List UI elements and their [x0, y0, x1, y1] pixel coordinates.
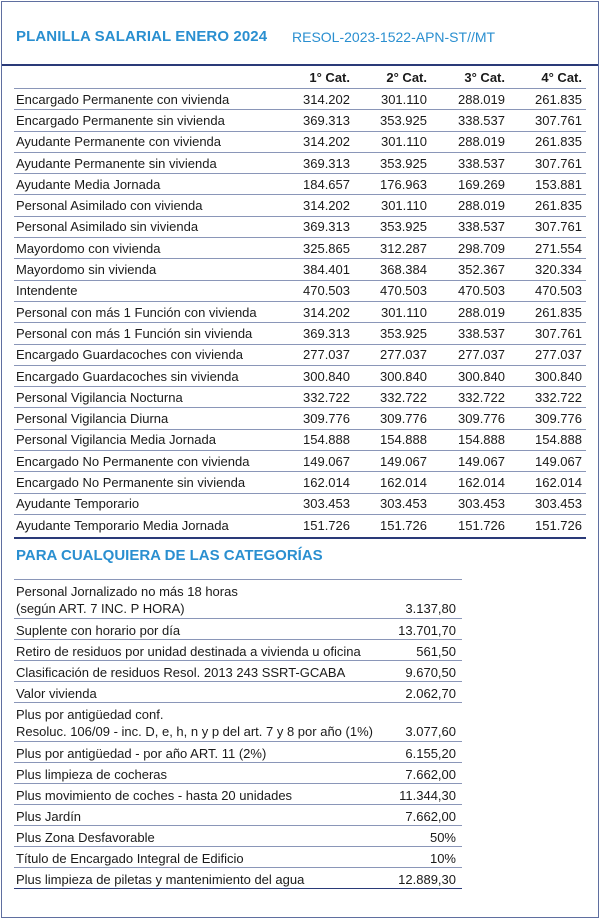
salary-cell: 303.453: [284, 493, 354, 514]
salary-cell: 307.761: [509, 216, 586, 237]
salary-cell: 288.019: [431, 301, 509, 322]
table-row: [14, 301, 586, 322]
salary-cell: 277.037: [431, 344, 509, 365]
salary-cell: 154.888: [431, 429, 509, 450]
item-label: [14, 682, 382, 703]
salary-cell: 169.269: [431, 174, 509, 195]
item-label-line: (según ART. 7 INC. P HORA): [16, 600, 185, 616]
row-label: Encargado Guardacoches con vivienda: [14, 344, 284, 365]
salary-cell: 151.726: [509, 514, 586, 538]
row-label: Mayordomo con vivienda: [14, 238, 284, 259]
salary-cell: 369.313: [284, 110, 354, 131]
salary-cell: 325.865: [284, 238, 354, 259]
salary-cell: 288.019: [431, 195, 509, 216]
table-row: [14, 451, 586, 472]
salary-cell: 470.503: [284, 280, 354, 301]
salary-cell: 369.313: [284, 152, 354, 173]
salary-cell: 332.722: [284, 387, 354, 408]
salary-cell: 288.019: [431, 131, 509, 152]
salary-cell: 332.722: [509, 387, 586, 408]
salary-cell: 353.925: [354, 216, 431, 237]
name-column-header: [14, 66, 284, 89]
salary-cell: 384.401: [284, 259, 354, 280]
list-item: [14, 763, 462, 784]
salary-cell: 154.888: [509, 429, 586, 450]
row-label: Intendente: [14, 280, 284, 301]
salary-cell: 353.925: [354, 323, 431, 344]
salary-cell: 369.313: [284, 216, 354, 237]
salary-cell: 352.367: [431, 259, 509, 280]
list-item: [14, 703, 462, 742]
salary-cell: 300.840: [354, 365, 431, 386]
item-label: [14, 784, 382, 805]
table-row: [14, 472, 586, 493]
salary-cell: 162.014: [354, 472, 431, 493]
salary-cell: 271.554: [509, 238, 586, 259]
item-label-line: Personal Jornalizado no más 18 horas: [16, 584, 238, 599]
salary-cell: 338.537: [431, 152, 509, 173]
salary-cell: 314.202: [284, 195, 354, 216]
item-label-line: Suplente con horario por día: [16, 622, 181, 638]
salary-cell: 307.761: [509, 323, 586, 344]
salary-cell: 470.503: [354, 280, 431, 301]
salary-cell: 162.014: [284, 472, 354, 493]
salary-cell: 303.453: [431, 493, 509, 514]
row-label: Ayudante Permanente sin vivienda: [14, 152, 284, 173]
column-header: 3° Cat.: [464, 69, 505, 85]
table-row: [14, 195, 586, 216]
item-value: 13.701,70: [382, 619, 462, 640]
salary-cell: 277.037: [354, 344, 431, 365]
salary-cell: 184.657: [284, 174, 354, 195]
item-label-line: Plus limpieza de cocheras: [16, 766, 168, 782]
item-label-line: Clasificación de residuos Resol. 2013 243 SSRT-GCABA: [16, 664, 346, 680]
table-row: [14, 238, 586, 259]
salary-cell: 314.202: [284, 89, 354, 110]
resolution-code: RESOL-2023-1522-APN-ST//MT: [292, 29, 496, 45]
salary-cell: 303.453: [509, 493, 586, 514]
item-label: [14, 703, 382, 742]
item-label: [14, 847, 382, 868]
salary-cell: 470.503: [509, 280, 586, 301]
table-row: [14, 323, 586, 344]
salary-cell: 261.835: [509, 89, 586, 110]
item-value: 3.137,80: [382, 580, 462, 619]
list-item: [14, 847, 462, 868]
table-row: [14, 110, 586, 131]
table-row: [14, 429, 586, 450]
table-row: [14, 365, 586, 386]
salary-cell: 309.776: [284, 408, 354, 429]
table-row: [14, 174, 586, 195]
table-row: [14, 344, 586, 365]
salary-cell: 154.888: [284, 429, 354, 450]
salary-cell: 301.110: [354, 89, 431, 110]
item-value: 2.062,70: [382, 682, 462, 703]
salary-cell: 332.722: [431, 387, 509, 408]
item-value: 11.344,30: [382, 784, 462, 805]
list-item: [14, 619, 462, 640]
extras-table: [14, 579, 462, 889]
salary-cell: 151.726: [284, 514, 354, 538]
row-label: Encargado No Permanente sin vivienda: [14, 472, 284, 493]
salary-cell: 162.014: [509, 472, 586, 493]
salary-cell: 154.888: [354, 429, 431, 450]
salary-cell: 149.067: [431, 451, 509, 472]
salary-cell: 309.776: [509, 408, 586, 429]
list-item: [14, 661, 462, 682]
item-value: 10%: [382, 847, 462, 868]
row-label: Encargado No Permanente con vivienda: [14, 451, 284, 472]
item-value: 50%: [382, 826, 462, 847]
item-label-line: Retiro de residuos por unidad destinada a vivienda u oficina: [16, 643, 361, 659]
salary-cell: 288.019: [431, 89, 509, 110]
row-label: Personal Asimilado sin vivienda: [14, 216, 284, 237]
table-row: [14, 131, 586, 152]
item-label: [14, 619, 382, 640]
item-label-line: Valor vivienda: [16, 685, 97, 701]
salary-cell: 149.067: [354, 451, 431, 472]
item-value: 561,50: [382, 640, 462, 661]
table-row: [14, 89, 586, 110]
salary-cell: 332.722: [354, 387, 431, 408]
list-item: [14, 580, 462, 619]
column-header: 1° Cat.: [309, 69, 350, 85]
row-label: Personal Vigilancia Media Jornada: [14, 429, 284, 450]
row-label: Ayudante Temporario: [14, 493, 284, 514]
item-label-line: Resoluc. 106/09 - inc. D, e, h, n y p del art. 7 y 8 por año (1%): [16, 723, 373, 739]
salary-cell: 149.067: [284, 451, 354, 472]
list-item: [14, 868, 462, 889]
table-row: [14, 408, 586, 429]
salary-cell: 277.037: [284, 344, 354, 365]
item-label: [14, 661, 382, 682]
salary-cell: 301.110: [354, 301, 431, 322]
row-label: Ayudante Temporario Media Jornada: [14, 514, 284, 538]
item-label: [14, 763, 382, 784]
row-label: Personal con más 1 Función con vivienda: [14, 301, 284, 322]
item-value: 6.155,20: [382, 742, 462, 763]
header: [2, 2, 598, 66]
item-value: 12.889,30: [382, 868, 462, 889]
row-label: Ayudante Media Jornada: [14, 174, 284, 195]
salary-sheet: [1, 1, 599, 918]
salary-cell: 261.835: [509, 195, 586, 216]
salary-cell: 353.925: [354, 110, 431, 131]
salary-cell: 300.840: [431, 365, 509, 386]
salary-cell: 153.881: [509, 174, 586, 195]
salary-cell: 261.835: [509, 131, 586, 152]
list-item: [14, 682, 462, 703]
table-row: [14, 259, 586, 280]
list-item: [14, 826, 462, 847]
item-value: 7.662,00: [382, 763, 462, 784]
table-row: [14, 152, 586, 173]
salary-cell: 300.840: [509, 365, 586, 386]
item-label-line: Plus movimiento de coches - hasta 20 unidades: [16, 787, 293, 803]
row-label: Ayudante Permanente con vivienda: [14, 131, 284, 152]
salary-cell: 298.709: [431, 238, 509, 259]
item-label-line: Plus limpieza de piletas y mantenimiento del agua: [16, 871, 305, 887]
salary-table-header: [14, 66, 586, 89]
salary-cell: 314.202: [284, 131, 354, 152]
salary-cell: 312.287: [354, 238, 431, 259]
salary-cell: 320.334: [509, 259, 586, 280]
page-title: PLANILLA SALARIAL ENERO 2024: [16, 28, 268, 45]
table-row: [14, 280, 586, 301]
item-label-line: Plus Zona Desfavorable: [16, 829, 155, 845]
row-label: Encargado Guardacoches sin vivienda: [14, 365, 284, 386]
salary-cell: 176.963: [354, 174, 431, 195]
section-title: PARA CUALQUIERA DE LAS CATEGORÍAS: [16, 547, 323, 564]
list-item: [14, 742, 462, 763]
row-label: Encargado Permanente con vivienda: [14, 89, 284, 110]
row-label: Personal Asimilado con vivienda: [14, 195, 284, 216]
salary-cell: 307.761: [509, 110, 586, 131]
row-label: Mayordomo sin vivienda: [14, 259, 284, 280]
salary-cell: 368.384: [354, 259, 431, 280]
item-label-line: Plus por antigüedad conf.: [16, 707, 164, 722]
salary-cell: 151.726: [354, 514, 431, 538]
salary-cell: 300.840: [284, 365, 354, 386]
list-item: [14, 640, 462, 661]
salary-cell: 338.537: [431, 216, 509, 237]
table-row: [14, 387, 586, 408]
row-label: Personal Vigilancia Diurna: [14, 408, 284, 429]
list-item: [14, 805, 462, 826]
salary-cell: 162.014: [431, 472, 509, 493]
salary-cell: 151.726: [431, 514, 509, 538]
salary-cell: 309.776: [354, 408, 431, 429]
salary-cell: 353.925: [354, 152, 431, 173]
salary-cell: 338.537: [431, 323, 509, 344]
list-item: [14, 784, 462, 805]
item-label: [14, 826, 382, 847]
table-row: [14, 216, 586, 237]
row-label: Personal con más 1 Función sin vivienda: [14, 323, 284, 344]
salary-cell: 261.835: [509, 301, 586, 322]
item-label: [14, 640, 382, 661]
table-row: [14, 493, 586, 514]
salary-cell: 309.776: [431, 408, 509, 429]
row-label: Personal Vigilancia Nocturna: [14, 387, 284, 408]
table-row: [14, 514, 586, 538]
salary-cell: 277.037: [509, 344, 586, 365]
item-value: 9.670,50: [382, 661, 462, 682]
salary-cell: 470.503: [431, 280, 509, 301]
item-label: [14, 805, 382, 826]
item-label-line: Plus por antigüedad - por año ART. 11 (2%): [16, 745, 267, 761]
item-label-line: Título de Encargado Integral de Edificio: [16, 850, 244, 866]
row-label: Encargado Permanente sin vivienda: [14, 110, 284, 131]
column-header: 2° Cat.: [386, 69, 427, 85]
salary-cell: 303.453: [354, 493, 431, 514]
salary-table: [14, 66, 586, 539]
item-label: [14, 868, 382, 889]
salary-cell: 301.110: [354, 195, 431, 216]
salary-cell: 369.313: [284, 323, 354, 344]
salary-cell: 149.067: [509, 451, 586, 472]
item-label-line: Plus Jardín: [16, 808, 82, 824]
item-label: [14, 580, 382, 619]
salary-cell: 301.110: [354, 131, 431, 152]
column-header: 4° Cat.: [541, 69, 582, 85]
item-label: [14, 742, 382, 763]
salary-cell: 314.202: [284, 301, 354, 322]
item-value: 3.077,60: [382, 703, 462, 742]
item-value: 7.662,00: [382, 805, 462, 826]
salary-cell: 307.761: [509, 152, 586, 173]
salary-cell: 338.537: [431, 110, 509, 131]
